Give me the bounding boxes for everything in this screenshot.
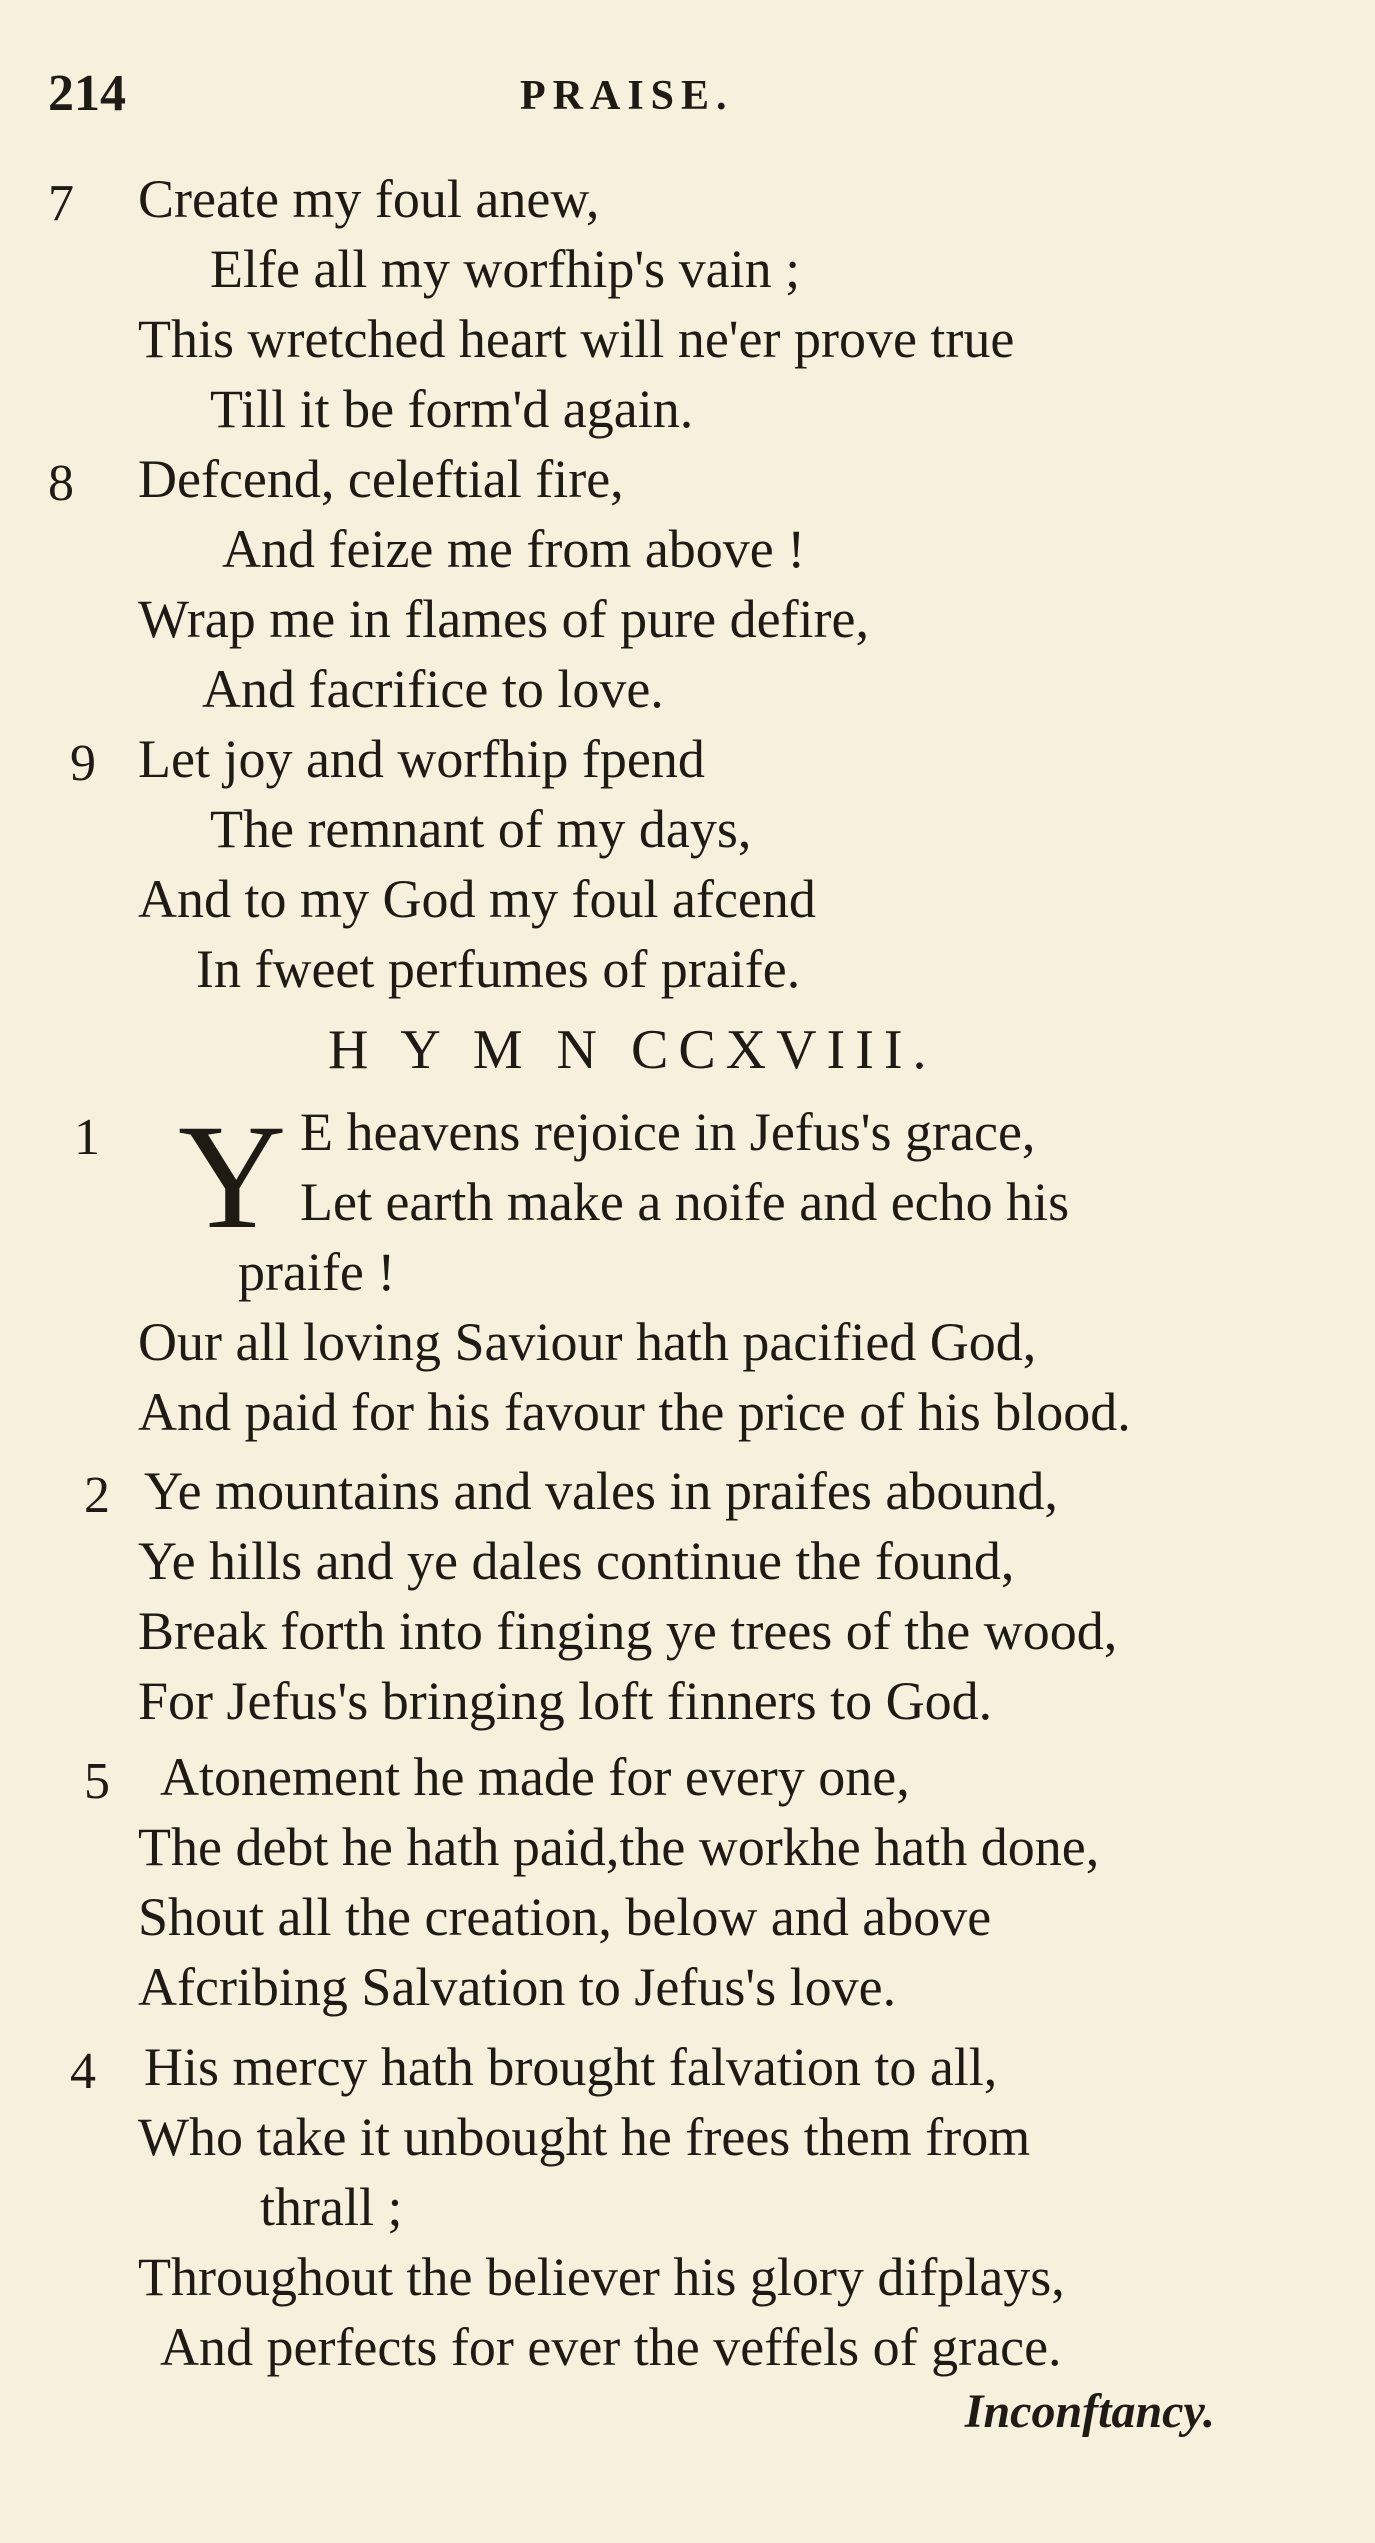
- verse-line: Elfe all my worfhip's vain ;: [210, 239, 801, 299]
- verse-line: And feize me from above !: [222, 519, 806, 579]
- verse-line: Create my foul anew,: [138, 169, 600, 229]
- verse-line: Ye mountains and vales in praifes abound,: [144, 1461, 1058, 1521]
- hymn-title: H Y M N CCXVIII.: [328, 1019, 937, 1081]
- verse-line: And perfects for ever the veffels of grace.: [160, 2317, 1062, 2377]
- verse-line: Let joy and worfhip fpend: [138, 729, 705, 789]
- verse-line: His mercy hath brought falvation to all,: [144, 2037, 998, 2097]
- stanza-number: 2: [84, 1467, 110, 1524]
- verse-line: The remnant of my days,: [210, 799, 752, 859]
- page-number: 214: [48, 65, 126, 122]
- verse-line: Let earth make a noife and echo his: [300, 1172, 1070, 1232]
- verse-line: Break forth into finging ye trees of the wood,: [138, 1601, 1118, 1661]
- verse-line: Who take it unbought he frees them from: [138, 2107, 1031, 2167]
- verse-line: Afcribing Salvation to Jefus's love.: [138, 1957, 897, 2017]
- stanza-number: 7: [48, 175, 74, 232]
- drop-cap: Y: [178, 1094, 287, 1260]
- stanza-number: 8: [48, 455, 74, 512]
- stanza-number: 4: [70, 2043, 96, 2100]
- verse-line: E heavens rejoice in Jefus's grace,: [300, 1102, 1036, 1162]
- verse-line: Defcend, celeftial fire,: [138, 449, 624, 509]
- stanza-number: 9: [70, 735, 96, 792]
- verse-line: And to my God my foul afcend: [138, 869, 816, 929]
- page-header: [0, 64, 1375, 134]
- stanza-number: 5: [84, 1753, 110, 1810]
- verse-line: Throughout the believer his glory difplays,: [138, 2247, 1065, 2307]
- verse-line: The debt he hath paid,the workhe hath done,: [138, 1817, 1100, 1877]
- verse-line: This wretched heart will ne'er prove true: [138, 309, 1015, 369]
- verse-line: Ye hills and ye dales continue the found,: [138, 1531, 1015, 1591]
- verse-line: And facrifice to love.: [202, 659, 664, 719]
- verse-line: For Jefus's bringing loft finners to God.: [138, 1671, 993, 1731]
- verse-line: Shout all the creation, below and above: [138, 1887, 992, 1947]
- verse-line: In fweet perfumes of praife.: [196, 939, 801, 999]
- verse-line: Our all loving Saviour hath pacified God,: [138, 1312, 1037, 1372]
- verse-line: praife !: [238, 1242, 396, 1302]
- verse-line: And paid for his favour the price of his blood.: [138, 1382, 1131, 1442]
- catchword: Inconftancy.: [964, 2385, 1215, 2438]
- running-title: PRAISE.: [520, 73, 734, 119]
- verse-line: Atonement he made for every one,: [160, 1747, 910, 1807]
- verse-line: Till it be form'd again.: [210, 379, 694, 439]
- verse-line: Wrap me in flames of pure defire,: [138, 589, 870, 649]
- verse-line: thrall ;: [260, 2177, 403, 2237]
- stanza-number: 1: [74, 1109, 100, 1166]
